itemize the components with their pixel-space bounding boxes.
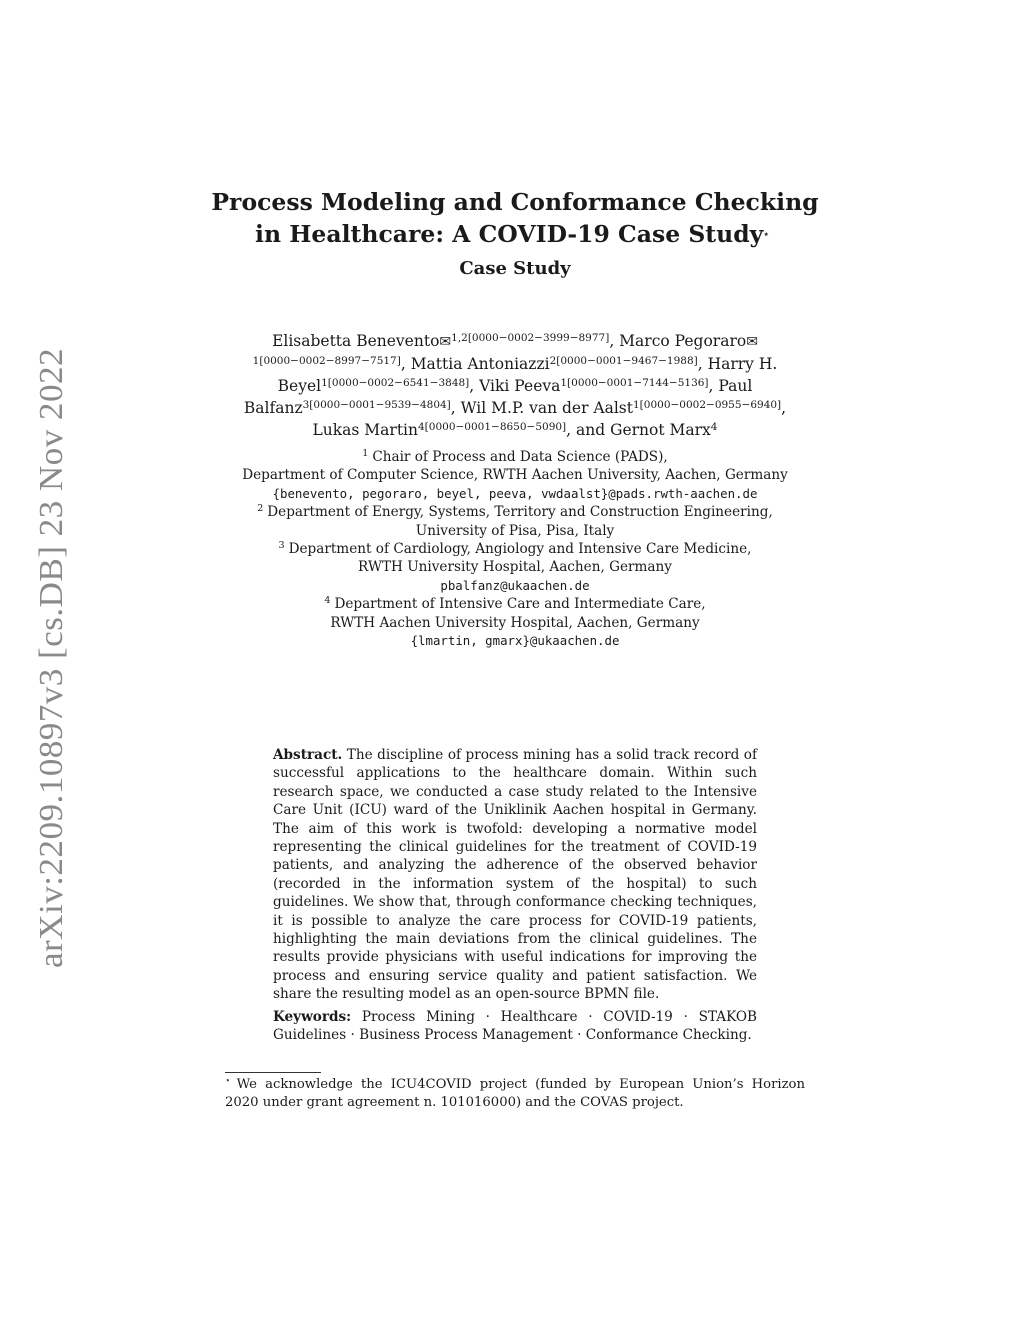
author: Lukas Martin$^{4[0000-0001-8650-5090]}$, and	[312, 421, 611, 439]
author: Harry H. Beyel$^{1[0000-0002-6541-3848]}$,	[277, 355, 778, 395]
affiliation-email[interactable]: pbalfanz@ukaachen.de	[440, 577, 590, 593]
affiliation-number: 4	[324, 595, 331, 607]
keywords-text: Process Mining · Healthcare · COVID-19 · STAKOB Guidelines · Business Process Management · Conformance Checking.	[273, 1009, 757, 1044]
paper-subtitle: Case Study	[459, 258, 571, 279]
keywords	[273, 1008, 757, 1045]
author-orcid: 1[0000−0002−8997−7517]	[252, 355, 401, 367]
author: Paul Balfanz$^{3[0000-0001-9539-4804]}$,	[243, 377, 753, 417]
paper-title	[200, 186, 830, 250]
author: Elisabetta Benevento✉$^{1,2[0000-0002-3999-8977]}$,	[272, 332, 620, 350]
paper-title-text: Process Modeling and Conformance Checking in Healthcare: A COVID-19 Case Study	[211, 188, 819, 248]
affiliation-number: 3	[278, 540, 285, 552]
abstract-text: The discipline of process mining has a solid track record of successful applications to the healthcare domain. Within such research space, we conducted a case study related to the Intensive Care Unit (ICU) ward of the Uniklinik Aachen hospital in Germany. The aim of this work is twofold: developing a normative model representing the clinical guidelines for the treatment of COVID-19 patients, and analyzing the adherence of the observed behavior (recorded in the information system of the hospital) to such guidelines. We show that, through conformance checking techniques, it is possible to analyze the care process for COVID-19 patients, highlighting the main deviations from the clinical guidelines. The results provide physicians with useful indications for improving the process and ensuring service quality and patient satisfaction. We share the resulting model as an open-source BPMN file.	[273, 747, 758, 1003]
affiliation-number: 2	[257, 503, 264, 515]
affiliation-email[interactable]: {benevento, pegoraro, beyel, peeva, vwdaalst}@pads.rwth-aachen.de	[272, 485, 758, 501]
author-orcid: 1[0000−0002−0955−6940]	[633, 399, 782, 411]
arxiv-stamp-text: arXiv:2209.10897v3 [cs.DB] 23 Nov 2022	[33, 377, 70, 968]
author-orcid: 3[0000−0001−9539−4804]	[302, 399, 451, 411]
author-list	[230, 330, 800, 441]
affiliation-1: $^1$ Chair of Process and Data Science (PADS), Department of Computer Science, RWTH Aachen University, Aachen, Germany {benevento, pegoraro, beyel, peeva, vwdaalst}@pads.rwth-aachen.de	[200, 448, 830, 503]
author-orcid: 2[0000−0001−9467−1988]	[549, 355, 698, 367]
affiliation-4: $^4$ Department of Intensive Care and Intermediate Care, RWTH Aachen University Hospital, Aachen, Germany {lmartin, gmarx}@ukaachen.de	[200, 595, 830, 650]
envelope-icon: ✉	[439, 334, 452, 350]
author: Viki Peeva$^{1[0000-0001-7144-5136]}$,	[479, 377, 719, 395]
arxiv-stamp	[28, 348, 72, 970]
abstract	[273, 746, 757, 1004]
author-orcid: 1[0000−0001−7144−5136]	[560, 377, 709, 389]
affiliation-email[interactable]: {lmartin, gmarx}@ukaachen.de	[410, 633, 620, 649]
envelope-icon: ✉	[746, 334, 758, 350]
author: Marco Pegoraro✉$^{1[0000-0002-8997-7517]}$,	[252, 332, 758, 373]
affiliation-number: 1	[362, 448, 369, 459]
title-footnote-mark: ⋆	[763, 230, 769, 240]
author-orcid: 1[0000−0002−6541−3848]	[321, 377, 470, 389]
author: Gernot Marx$^4$	[610, 421, 718, 439]
author: Mattia Antoniazzi$^{2[0000-0001-9467-1988]}$,	[410, 355, 708, 373]
keywords-label: Keywords:	[273, 1009, 352, 1025]
author: Wil M.P. van der Aalst$^{1[0000-0002-0955-6940]}$,	[460, 399, 787, 417]
affiliations	[200, 448, 830, 650]
footnote-text: We acknowledge the ICU4COVID project (funded by European Union’s Horizon 2020 under grant agreement n. 101016000) and the COVAS project.	[225, 1077, 805, 1111]
footnote-mark: ⋆	[225, 1076, 231, 1086]
abstract-label: Abstract.	[273, 747, 343, 763]
author-orcid: 4[0000−0001−8650−5090]	[418, 421, 567, 433]
affiliation-2: $^2$ Department of Energy, Systems, Territory and Construction Engineering, University of Pisa, Pisa, Italy	[257, 503, 773, 539]
affiliation-3: $^3$ Department of Cardiology, Angiology and Intensive Care Medicine, RWTH University Hospital, Aachen, Germany pbalfanz@ukaachen.de	[200, 540, 830, 595]
author-orcid: 1,2[0000−0002−3999−8977]	[451, 332, 610, 344]
author-orcid: 4	[710, 421, 718, 433]
footnote-rule	[225, 1072, 321, 1073]
footnote	[225, 1076, 805, 1113]
